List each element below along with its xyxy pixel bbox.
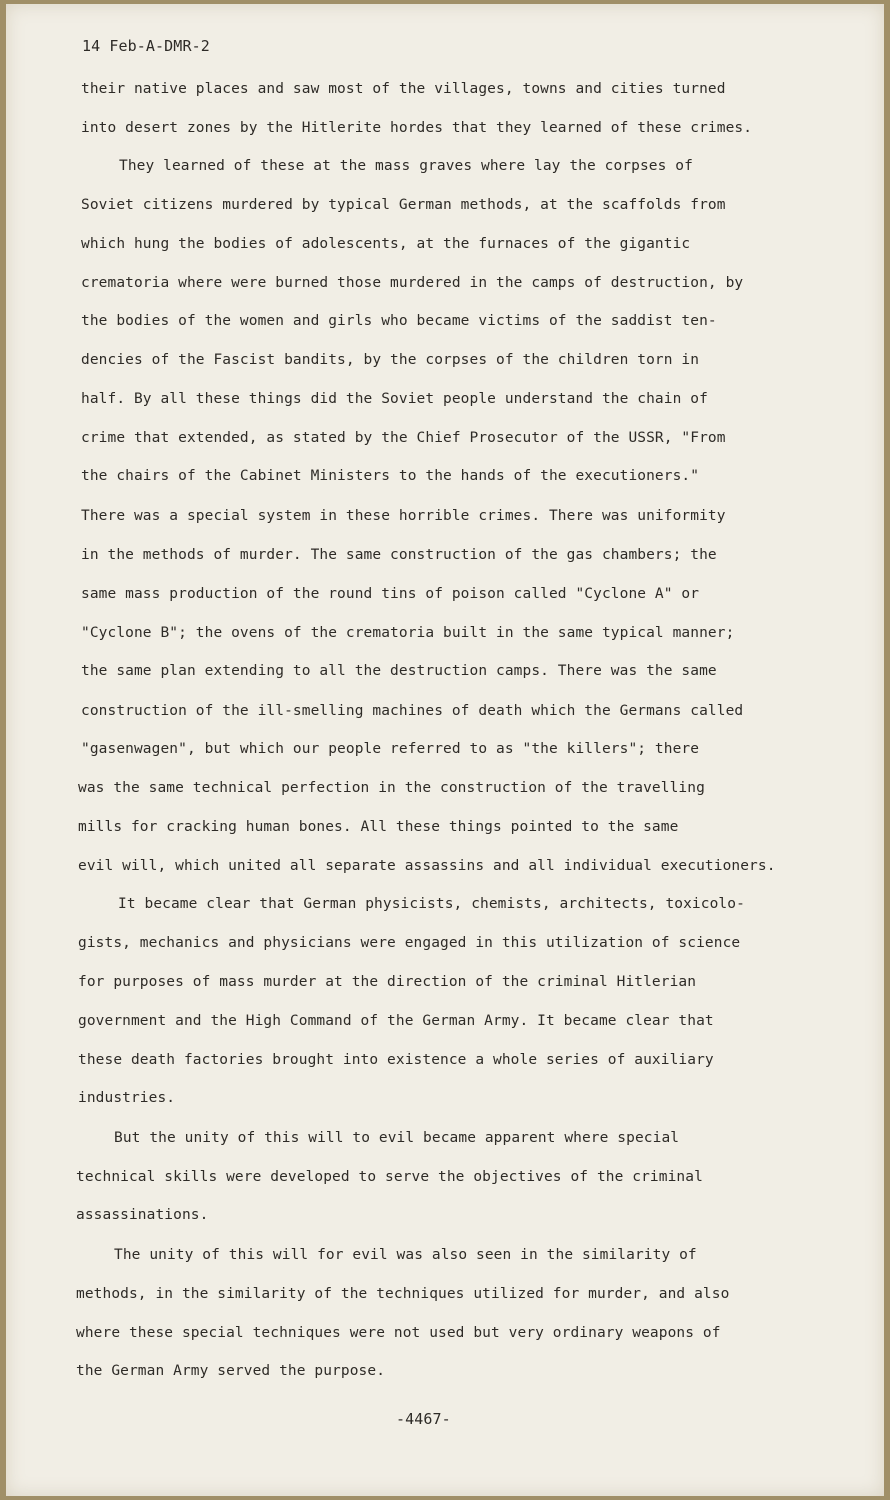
text-line: industries. xyxy=(78,1090,176,1106)
text-line: the chairs of the Cabinet Ministers to the hands of the executioners." xyxy=(81,468,700,484)
text-line: which hung the bodies of adolescents, at the furnaces of the gigantic xyxy=(81,236,691,252)
document-page xyxy=(6,4,884,1496)
text-line: where these special techniques were not used but very ordinary weapons of xyxy=(76,1325,721,1341)
text-line: government and the High Command of the German Army. It became clear that xyxy=(78,1013,714,1029)
text-line: They learned of these at the mass graves where lay the corpses of xyxy=(119,158,693,174)
text-line: these death factories brought into existence a whole series of auxiliary xyxy=(78,1052,714,1068)
page-number: -4467- xyxy=(396,1410,451,1428)
text-line: into desert zones by the Hitlerite hordes that they learned of these crimes. xyxy=(81,120,753,136)
text-line: the bodies of the women and girls who became victims of the saddist ten- xyxy=(81,313,717,329)
text-line: the German Army served the purpose. xyxy=(76,1363,386,1379)
text-line: Soviet citizens murdered by typical German methods, at the scaffolds from xyxy=(81,197,726,213)
text-line: was the same technical perfection in the construction of the travelling xyxy=(78,780,705,796)
text-line: technical skills were developed to serve the objectives of the criminal xyxy=(76,1169,703,1185)
text-line: assassinations. xyxy=(76,1207,209,1223)
text-line: methods, in the similarity of the techniques utilized for murder, and also xyxy=(76,1286,730,1302)
text-line: There was a special system in these horrible crimes. There was uniformity xyxy=(81,508,726,524)
text-line: "gasenwagen", but which our people referred to as "the killers"; there xyxy=(81,741,700,757)
text-line: mills for cracking human bones. All these things pointed to the same xyxy=(78,819,679,835)
page-header: 14 Feb-A-DMR-2 xyxy=(82,37,210,55)
text-line: The unity of this will for evil was also seen in the similarity of xyxy=(114,1247,697,1263)
text-line: But the unity of this will to evil became apparent where special xyxy=(114,1130,680,1146)
text-line: in the methods of murder. The same construction of the gas chambers; the xyxy=(81,547,717,563)
text-line: their native places and saw most of the villages, towns and cities turned xyxy=(81,81,726,97)
text-line: construction of the ill-smelling machines of death which the Germans called xyxy=(81,703,744,719)
text-line: half. By all these things did the Soviet people understand the chain of xyxy=(81,391,708,407)
text-line: dencies of the Fascist bandits, by the corpses of the children torn in xyxy=(81,352,700,368)
text-line: crematoria where were burned those murdered in the camps of destruction, by xyxy=(81,275,744,291)
text-line: the same plan extending to all the destruction camps. There was the same xyxy=(81,663,717,679)
text-line: for purposes of mass murder at the direction of the criminal Hitlerian xyxy=(78,974,697,990)
text-line: It became clear that German physicists, chemists, architects, toxicolo- xyxy=(118,896,745,912)
text-line: same mass production of the round tins of poison called "Cyclone A" or xyxy=(81,586,700,602)
text-line: "Cyclone B"; the ovens of the crematoria built in the same typical manner; xyxy=(81,625,735,641)
text-line: crime that extended, as stated by the Chief Prosecutor of the USSR, "From xyxy=(81,430,726,446)
text-line: evil will, which united all separate assassins and all individual executioners. xyxy=(78,858,776,874)
text-line: gists, mechanics and physicians were engaged in this utilization of science xyxy=(78,935,741,951)
